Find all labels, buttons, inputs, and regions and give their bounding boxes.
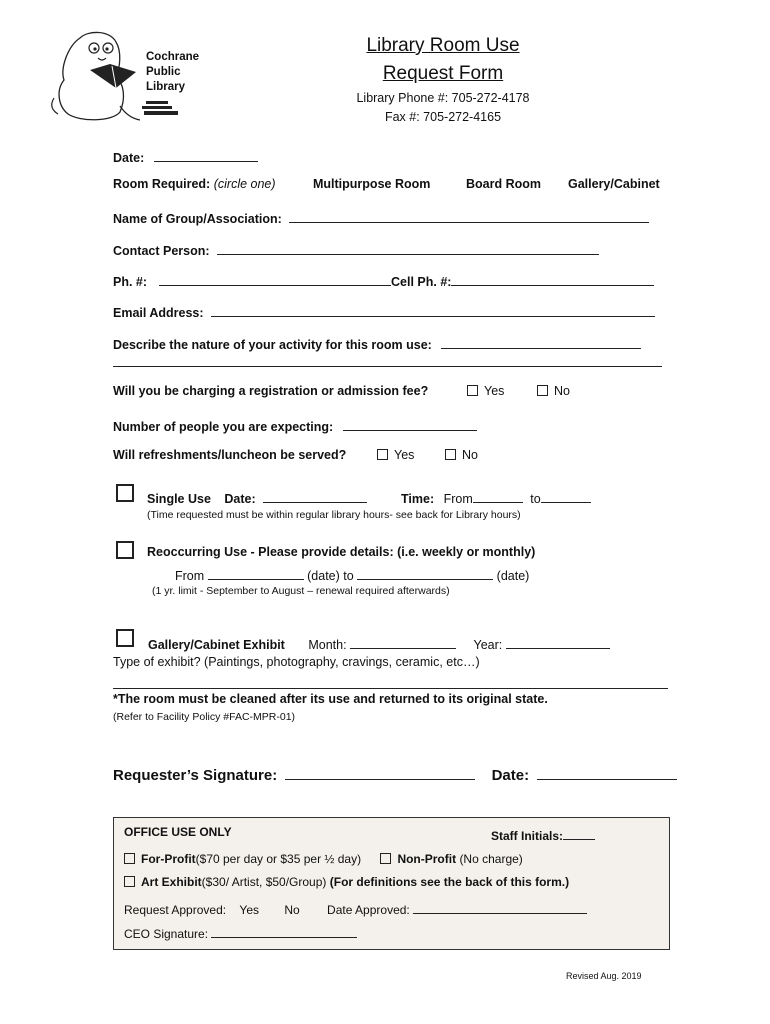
room-required-hint: (circle one) — [213, 177, 276, 191]
request-approved-label: Request Approved: — [124, 903, 227, 917]
recurring-dates-row — [175, 565, 529, 583]
fee-no-label: No — [554, 384, 570, 398]
library-phone: Library Phone #: 705-272-4178 — [356, 91, 530, 105]
groundhog-reading-icon — [50, 28, 140, 124]
refreshments-no-label: No — [462, 448, 478, 462]
cell-label: Cell Ph. #: — [391, 275, 452, 289]
gallery-exhibit-row — [148, 634, 610, 652]
month-label: Month: — [308, 638, 347, 652]
describe-label: Describe the nature of your activity for this room use: — [113, 338, 432, 352]
email-label: Email Address: — [113, 306, 204, 320]
group-field — [113, 208, 649, 226]
contact-label: Contact Person: — [113, 244, 210, 258]
people-label: Number of people you are expecting: — [113, 420, 334, 434]
policy-reference: (Refer to Facility Policy #FAC-MPR-01) — [113, 711, 296, 723]
month-input-line[interactable] — [350, 634, 456, 649]
exhibit-type-input-line[interactable] — [113, 688, 668, 689]
checkbox-icon — [116, 629, 134, 647]
describe-input-line[interactable] — [441, 334, 641, 349]
recurring-from-input-line[interactable] — [208, 565, 304, 580]
room-required-label: Room Required: — [113, 177, 211, 191]
cleaning-note: *The room must be cleaned after its use and returned to its original state. — [113, 692, 548, 706]
single-time-row — [401, 488, 591, 506]
staff-initials-line[interactable] — [563, 825, 595, 840]
checkbox-icon[interactable] — [124, 876, 135, 887]
email-input-line[interactable] — [211, 302, 655, 317]
date-field — [113, 147, 258, 165]
checkbox-icon — [445, 449, 456, 460]
single-date-label: Date: — [224, 492, 256, 506]
logo-text — [146, 50, 199, 95]
art-exhibit-label: Art Exhibit — [141, 875, 202, 889]
time-to-input-line[interactable] — [541, 488, 591, 503]
approval-row — [124, 899, 587, 917]
books-icon — [142, 100, 182, 116]
gallery-exhibit-checkbox[interactable] — [116, 629, 134, 650]
logo-line-2: Public — [146, 66, 181, 78]
date-approved-label: Date Approved: — [327, 903, 410, 917]
gallery-exhibit-label: Gallery/Cabinet Exhibit — [148, 638, 285, 652]
ceo-signature-label: CEO Signature: — [124, 927, 209, 941]
library-logo — [50, 28, 200, 124]
requester-signature-line[interactable] — [285, 763, 475, 780]
refreshments-no-option[interactable] — [445, 448, 478, 462]
year-input-line[interactable] — [506, 634, 610, 649]
staff-initials-label: Staff Initials: — [491, 829, 564, 843]
checkbox-icon — [467, 385, 478, 396]
time-to-label: to — [530, 492, 541, 506]
requester-signature-row — [113, 763, 677, 784]
fee-no-option[interactable] — [537, 384, 570, 398]
single-use-label: Single Use — [147, 492, 211, 506]
single-date-input-line[interactable] — [263, 488, 367, 503]
group-input-line[interactable] — [289, 208, 649, 223]
exhibit-type-question: Type of exhibit? (Paintings, photography, cravings, ceramic, etc…) — [113, 655, 480, 669]
group-label: Name of Group/Association: — [113, 212, 282, 226]
date-approved-line[interactable] — [413, 899, 587, 914]
fee-types-row — [124, 852, 523, 866]
non-profit-detail: (No charge) — [459, 852, 523, 866]
art-exhibit-note: (For definitions see the back of this form.) — [329, 875, 570, 889]
recurring-use-checkbox[interactable] — [116, 541, 134, 562]
phone-input-line[interactable] — [159, 271, 391, 286]
fee-label: Will you be charging a registration or admission fee? — [113, 384, 429, 398]
phone-field — [113, 271, 391, 289]
checkbox-icon[interactable] — [380, 853, 391, 864]
single-use-note: (Time requested must be within regular library hours- see back for Library hours) — [147, 509, 521, 521]
non-profit-label: Non-Profit — [397, 852, 457, 866]
signature-date-line[interactable] — [537, 763, 677, 780]
phone-label: Ph. #: — [113, 275, 148, 289]
fee-yes-label: Yes — [484, 384, 505, 398]
revised-date: Revised Aug. 2019 — [566, 971, 642, 981]
people-field — [113, 416, 477, 434]
describe-input-line-2[interactable] — [113, 366, 662, 367]
logo-line-1: Cochrane — [146, 51, 200, 63]
time-label: Time: — [401, 492, 435, 506]
for-profit-detail: ($70 per day or $35 per ½ day) — [195, 852, 362, 866]
time-from-label: From — [443, 492, 473, 506]
form-title-line-1: Library Room Use — [366, 35, 520, 56]
room-option-board[interactable]: Board Room — [466, 177, 541, 191]
checkbox-icon — [537, 385, 548, 396]
checkbox-icon — [116, 484, 134, 502]
requester-signature-label: Requester’s Signature: — [113, 767, 278, 784]
refreshments-yes-label: Yes — [394, 448, 415, 462]
approved-yes[interactable]: Yes — [239, 903, 259, 917]
fee-question-row — [113, 384, 428, 398]
date-label: Date: — [113, 151, 145, 165]
staff-initials-field — [491, 825, 595, 843]
refreshments-label: Will refreshments/luncheon be served? — [113, 448, 347, 462]
room-option-gallery[interactable]: Gallery/Cabinet — [568, 177, 660, 191]
office-use-title: OFFICE USE ONLY — [124, 825, 232, 839]
room-option-multipurpose[interactable]: Multipurpose Room — [313, 177, 431, 191]
cell-field — [391, 271, 654, 289]
recurring-note: (1 yr. limit - September to August – renewal required afterwards) — [152, 585, 450, 597]
art-exhibit-row — [124, 875, 569, 889]
library-fax: Fax #: 705-272-4165 — [384, 110, 502, 124]
approved-no[interactable]: No — [284, 903, 300, 917]
checkbox-icon[interactable] — [124, 853, 135, 864]
fee-yes-option[interactable] — [467, 384, 504, 398]
cell-input-line[interactable] — [451, 271, 654, 286]
people-input-line[interactable] — [343, 416, 477, 431]
time-from-input-line[interactable] — [473, 488, 523, 503]
contact-field — [113, 240, 599, 258]
email-field — [113, 302, 655, 320]
year-label: Year: — [473, 638, 503, 652]
checkbox-icon — [116, 541, 134, 559]
form-title-line-2: Request Form — [382, 63, 504, 84]
refreshments-yes-option[interactable] — [377, 448, 414, 462]
ceo-signature-row — [124, 923, 357, 941]
single-use-checkbox[interactable] — [116, 484, 134, 505]
contact-input-line[interactable] — [217, 240, 599, 255]
office-use-box — [113, 817, 670, 950]
recurring-date-to-label: (date) to — [307, 569, 354, 583]
room-required-row — [113, 177, 276, 191]
date-input-line[interactable] — [154, 147, 258, 162]
checkbox-icon — [377, 449, 388, 460]
refreshments-row — [113, 448, 346, 462]
signature-date-label: Date: — [491, 767, 530, 784]
ceo-signature-line[interactable] — [211, 923, 357, 938]
describe-field — [113, 334, 641, 352]
recurring-from-label: From — [175, 569, 205, 583]
recurring-to-input-line[interactable] — [357, 565, 493, 580]
for-profit-label: For-Profit — [141, 852, 196, 866]
art-exhibit-detail: ($30/ Artist, $50/Group) — [201, 875, 327, 889]
recurring-date-label: (date) — [496, 569, 530, 583]
single-use-row — [147, 488, 367, 506]
recurring-use-label: Reoccurring Use - Please provide details: (i.e. weekly or monthly) — [147, 545, 536, 559]
logo-line-3: Library — [146, 81, 185, 93]
